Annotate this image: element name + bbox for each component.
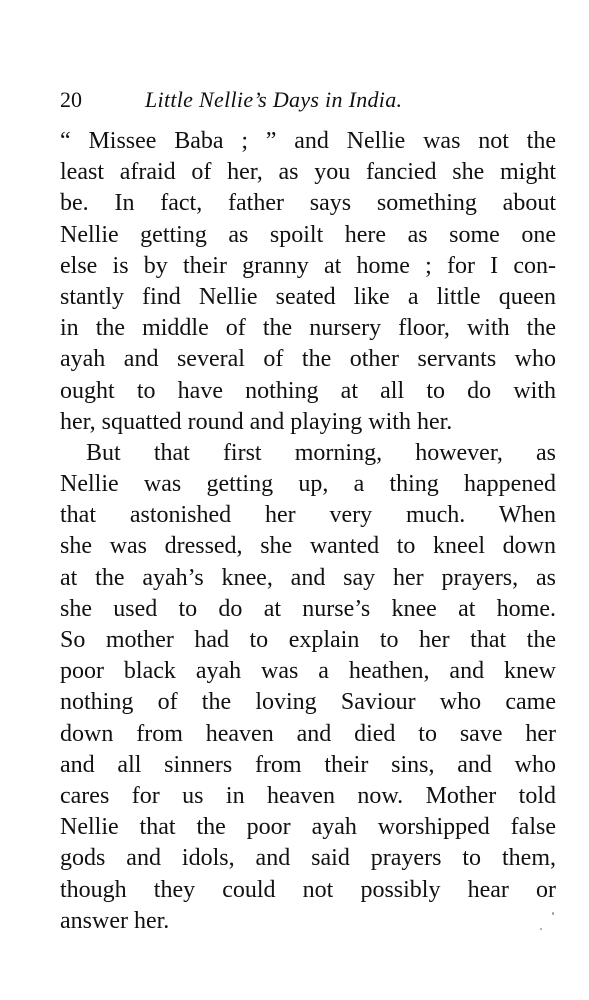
text-line: Nellie getting as spoilt here as some one bbox=[60, 221, 556, 248]
page-number: 20 bbox=[60, 87, 82, 112]
paper-speck bbox=[540, 928, 542, 930]
text-line: But that first morning, however, as bbox=[86, 439, 556, 466]
text-line: in the middle of the nursery floor, with the bbox=[60, 315, 556, 342]
text-line: ayah and several of the other servants who bbox=[60, 346, 556, 373]
paragraph-1 bbox=[60, 126, 556, 438]
text-line: So mother had to explain to her that the bbox=[60, 627, 556, 653]
body-text bbox=[60, 126, 556, 937]
text-line: answer her. bbox=[60, 907, 170, 934]
text-line: poor black ayah was a heathen, and knew bbox=[60, 658, 556, 685]
text-line: gods and idols, and said prayers to them, bbox=[60, 845, 556, 872]
paragraph-2 bbox=[60, 438, 556, 937]
text-line: down from heaven and died to save her bbox=[60, 720, 556, 747]
text-line: Nellie that the poor ayah worshipped false bbox=[60, 814, 556, 841]
text-line: she used to do at nurse’s knee at home. bbox=[60, 595, 556, 622]
text-line: ought to have nothing at all to do with bbox=[60, 377, 556, 404]
text-line: stantly find Nellie seated like a little queen bbox=[60, 283, 556, 310]
text-line: cares for us in heaven now. Mother told bbox=[60, 782, 556, 809]
text-line: else is by their granny at home ; for I con- bbox=[60, 252, 556, 279]
text-line: though they could not possibly hear or bbox=[60, 876, 556, 903]
text-line: her, squatted round and playing with her. bbox=[60, 408, 453, 435]
page-header bbox=[60, 84, 528, 116]
text-line: be. In fact, father says something about bbox=[60, 190, 556, 217]
paper-speck bbox=[552, 912, 554, 915]
text-line: Nellie was getting up, a thing happened bbox=[60, 471, 556, 498]
text-line: at the ayah’s knee, and say her prayers, as bbox=[60, 564, 556, 591]
text-line: and all sinners from their sins, and who bbox=[60, 751, 556, 778]
text-line: that astonished her very much. When bbox=[60, 502, 556, 529]
text-line: nothing of the loving Saviour who came bbox=[60, 689, 556, 716]
running-title: Little Nellie’s Days in India. bbox=[145, 87, 403, 112]
text-line: she was dressed, she wanted to kneel down bbox=[60, 533, 556, 560]
text-line: “ Missee Baba ; ” and Nellie was not the bbox=[60, 128, 556, 154]
text-line: least afraid of her, as you fancied she might bbox=[60, 159, 556, 186]
